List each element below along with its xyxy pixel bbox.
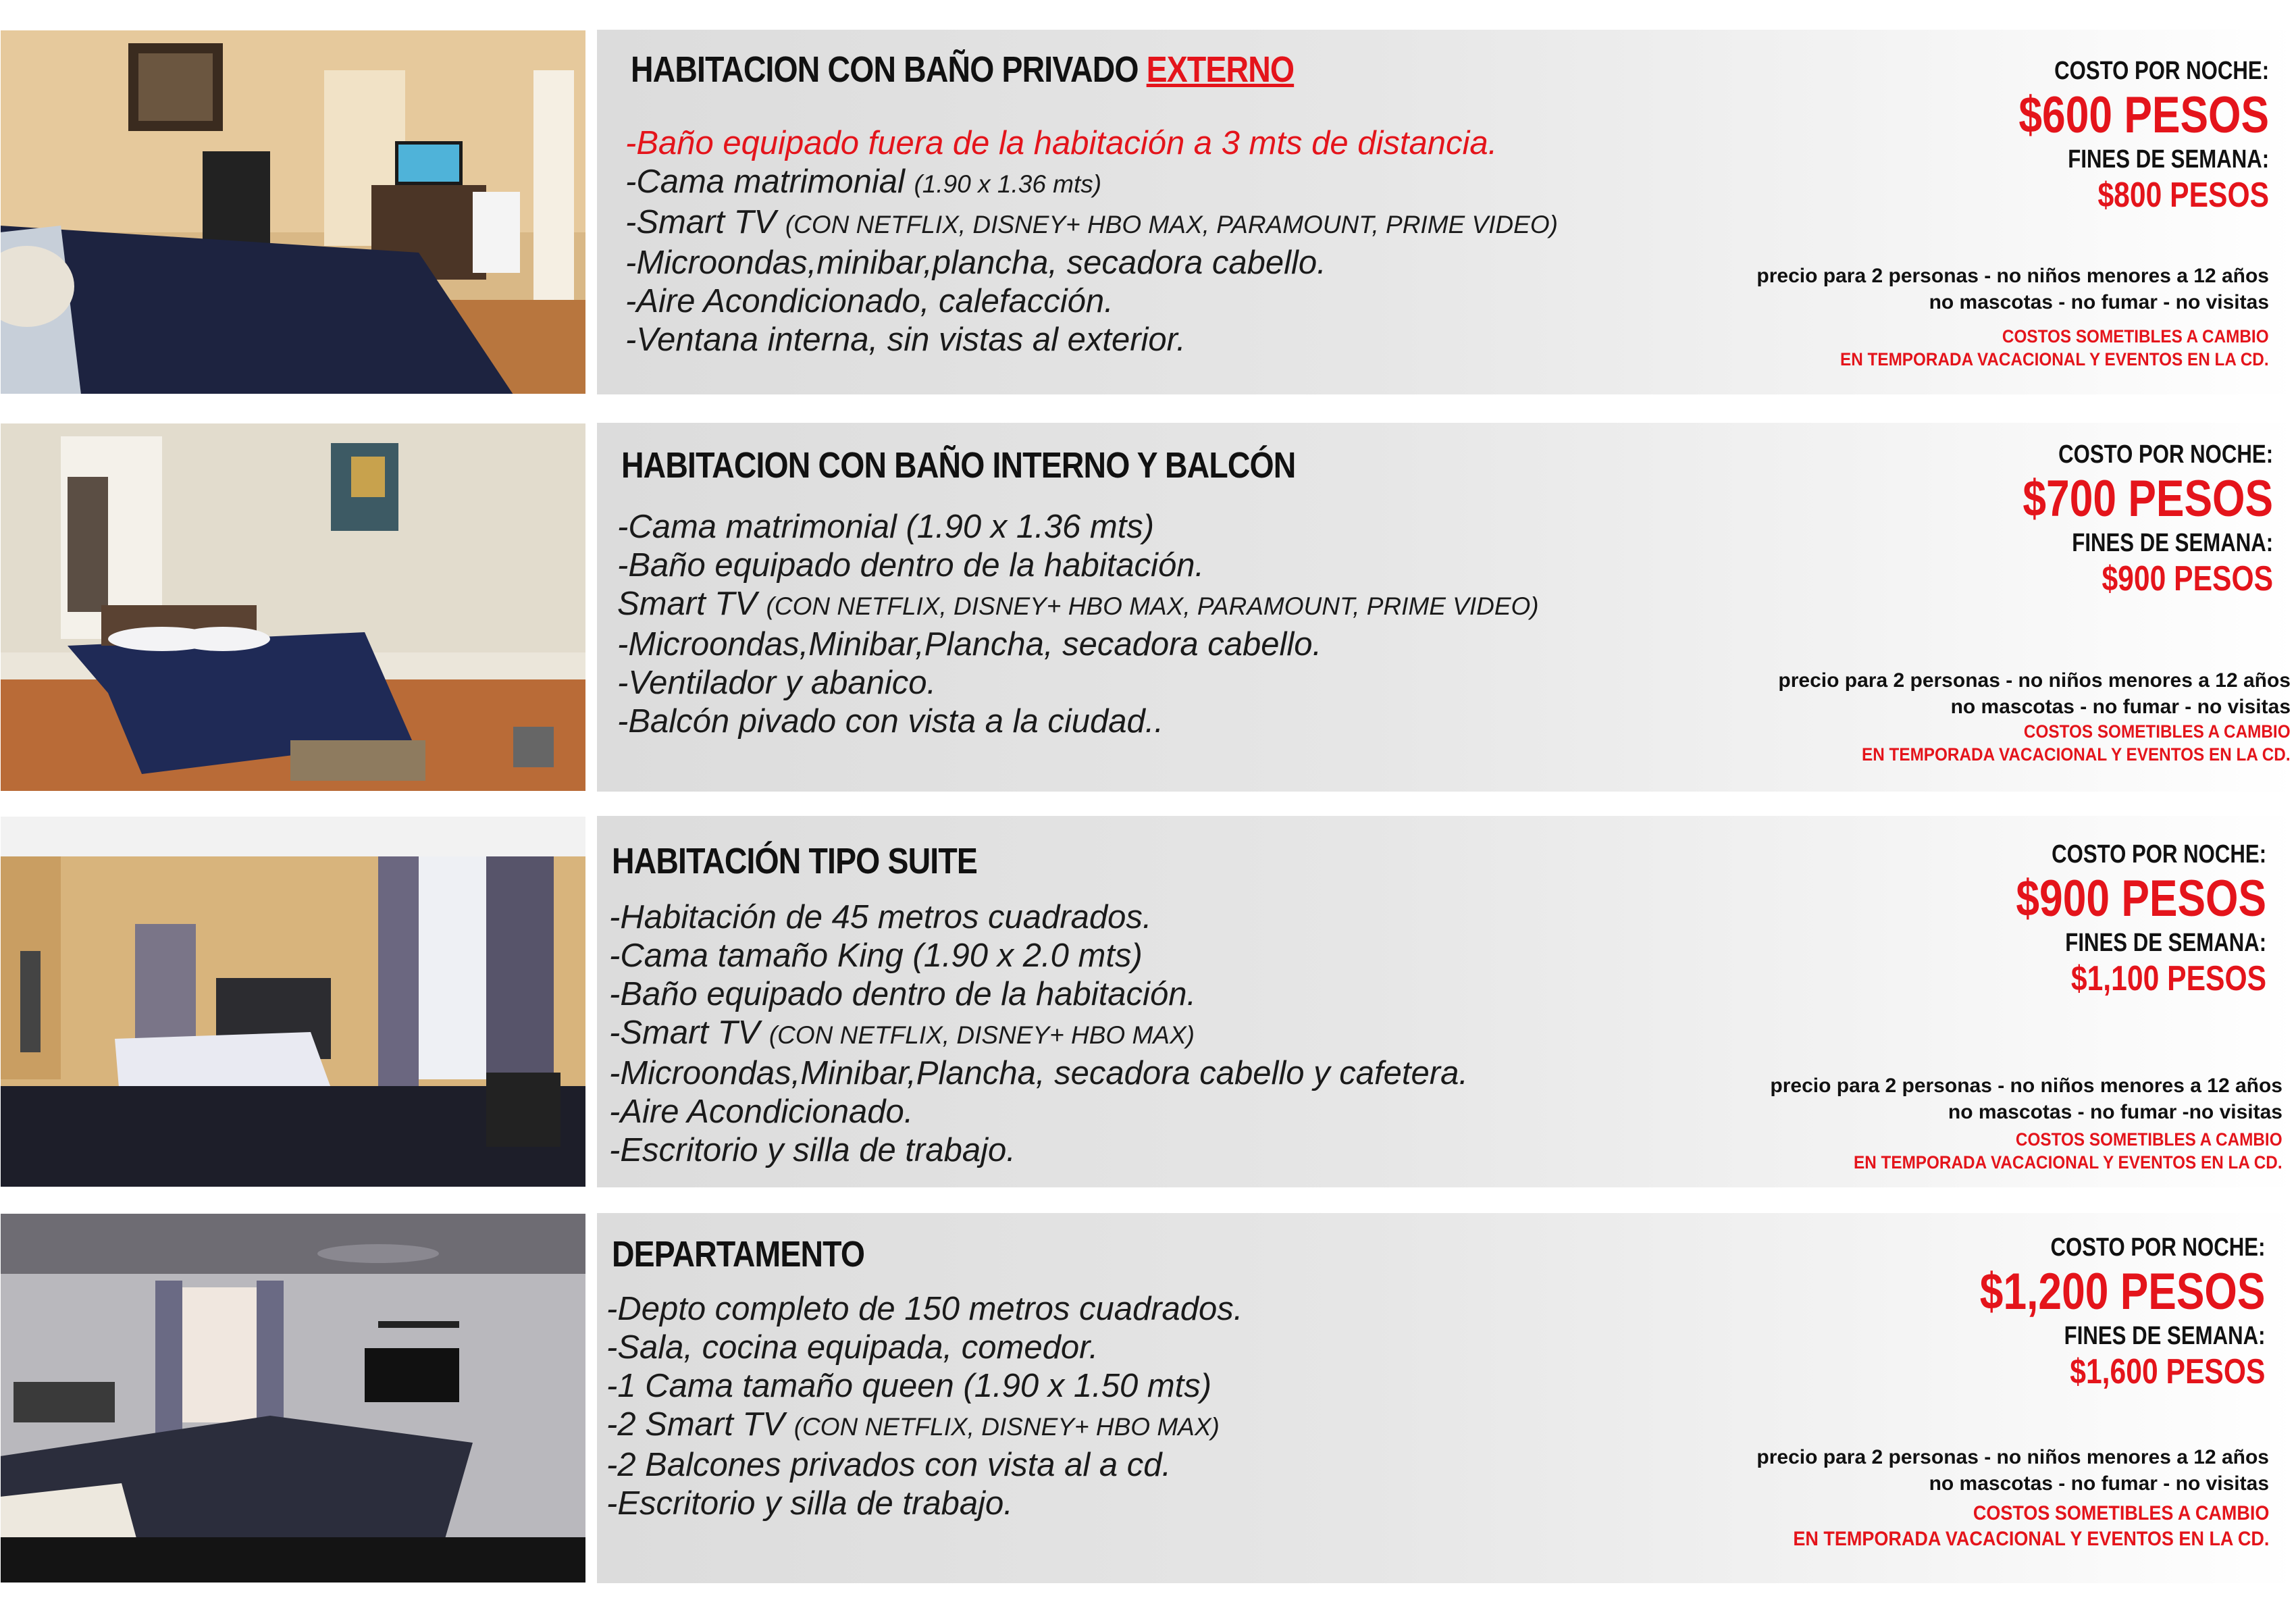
room-photo-departamento [0, 1213, 586, 1583]
weekend-label: FINES DE SEMANA: [2072, 529, 2273, 557]
price-night: $1,200 PESOS [1979, 1263, 2265, 1320]
feature-list [606, 1290, 1243, 1523]
feature-item: -Cama matrimonial (1.90 x 1.36 mts) [617, 509, 1155, 545]
room-card-departamento [0, 1213, 2296, 1583]
price-box [1961, 840, 2266, 1000]
feature-item: -Cama matrimonial (1.90 x 1.36 mts) [625, 163, 1102, 200]
feature-item: -Ventilador y abanico. [617, 665, 937, 701]
title-highlight: EXTERNO [1146, 49, 1295, 90]
price-note: EN TEMPORADA VACACIONAL Y EVENTOS EN LA CD. [1792, 1528, 2269, 1550]
price-note: EN TEMPORADA VACACIONAL Y EVENTOS EN LA CD. [1840, 349, 2269, 369]
room-info-panel [597, 1213, 2296, 1583]
price-box [1917, 1233, 2265, 1393]
feature-item: -Microondas,Minibar,Plancha, secadora cabello y cafetera. [609, 1055, 1468, 1091]
feature-item: -Balcón pivado con vista a la ciudad.. [617, 703, 1164, 740]
conditions-line: precio para 2 personas - no niños menores a 12 años [1770, 1075, 2282, 1097]
feature-list [609, 898, 1468, 1170]
feature-list [625, 124, 1558, 359]
room-info-panel [597, 423, 2296, 792]
conditions [1778, 667, 2291, 766]
feature-item: Smart TV (CON NETFLIX, DISNEY+ HBO MAX, PARAMOUNT, PRIME VIDEO) [617, 586, 1539, 622]
price-box [1968, 440, 2273, 600]
feature-item: -2 Balcones privados con vista al a cd. [606, 1447, 1172, 1483]
room-card-suite [0, 816, 2296, 1187]
feature-item: -1 Cama tamaño queen (1.90 x 1.50 mts) [606, 1368, 1212, 1404]
conditions [1740, 1444, 2269, 1552]
room-info-panel [597, 30, 2296, 394]
feature-item: -Depto completo de 150 metros cuadrados. [606, 1291, 1243, 1327]
feature-item: -Ventana interna, sin vistas al exterior. [625, 321, 1186, 358]
feature-item: -Microondas,minibar,plancha, secadora cabello. [625, 245, 1326, 281]
room-photo-externo [0, 30, 586, 394]
price-note: COSTOS SOMETIBLES A CAMBIO [2016, 1129, 2282, 1150]
weekend-label: FINES DE SEMANA: [2068, 145, 2269, 174]
price-weekend: $900 PESOS [2102, 559, 2273, 598]
conditions [1770, 1073, 2282, 1174]
feature-list [617, 508, 1539, 741]
feature-item: -Sala, cocina equipada, comedor. [606, 1329, 1099, 1366]
room-title: HABITACION CON BAÑO INTERNO Y BALCÓN [621, 445, 1296, 486]
feature-item: -Escritorio y silla de trabajo. [609, 1132, 1016, 1168]
room-title: HABITACIÓN TIPO SUITE [612, 841, 977, 881]
price-label: COSTO POR NOCHE: [2054, 57, 2269, 85]
price-night: $900 PESOS [2016, 870, 2266, 927]
room-title: HABITACION CON BAÑO PRIVADO EXTERNO [631, 49, 1295, 90]
price-night: $600 PESOS [2018, 86, 2269, 144]
room-card-externo [0, 30, 2296, 394]
price-weekend: $1,100 PESOS [2070, 959, 2266, 998]
room-photo-balcon [0, 423, 586, 792]
price-note: COSTOS SOMETIBLES A CAMBIO [2002, 326, 2269, 346]
conditions-line: precio para 2 personas - no niños menores a 12 años [1756, 1446, 2269, 1468]
price-note: EN TEMPORADA VACACIONAL Y EVENTOS EN LA CD. [1862, 744, 2291, 765]
conditions-line: no mascotas - no fumar - no visitas [1950, 696, 2291, 718]
conditions [1756, 263, 2269, 371]
conditions-line: precio para 2 personas - no niños menores a 12 años [1756, 265, 2269, 287]
feature-item: -Baño equipado dentro de la habitación. [609, 976, 1197, 1012]
feature-item: -Smart TV (CON NETFLIX, DISNEY+ HBO MAX) [609, 1014, 1195, 1051]
feature-item: -2 Smart TV (CON NETFLIX, DISNEY+ HBO MAX) [606, 1406, 1220, 1443]
feature-item: -Aire Acondicionado. [609, 1093, 914, 1130]
feature-item: -Habitación de 45 metros cuadrados. [609, 899, 1152, 935]
feature-item: -Cama tamaño King (1.90 x 2.0 mts) [609, 937, 1143, 974]
room-info-panel [597, 816, 2296, 1187]
feature-item: -Escritorio y silla de trabajo. [606, 1485, 1013, 1522]
price-weekend: $800 PESOS [2097, 176, 2269, 215]
room-card-balcon [0, 423, 2296, 792]
feature-item: -Microondas,Minibar,Plancha, secadora cabello. [617, 626, 1322, 663]
conditions-line: no mascotas - no fumar - no visitas [1929, 1472, 2269, 1495]
price-box [1964, 57, 2269, 216]
feature-item: -Aire Acondicionado, calefacción. [625, 283, 1114, 319]
price-note: EN TEMPORADA VACACIONAL Y EVENTOS EN LA CD. [1854, 1152, 2282, 1173]
price-night: $700 PESOS [2023, 470, 2273, 528]
weekend-label: FINES DE SEMANA: [2064, 1322, 2265, 1350]
price-note: COSTOS SOMETIBLES A CAMBIO [1973, 1502, 2269, 1524]
price-note: COSTOS SOMETIBLES A CAMBIO [2024, 721, 2291, 742]
conditions-line: no mascotas - no fumar -no visitas [1948, 1101, 2282, 1123]
price-weekend: $1,600 PESOS [2069, 1352, 2265, 1391]
conditions-line: no mascotas - no fumar - no visitas [1929, 291, 2269, 313]
feature-item: -Baño equipado fuera de la habitación a 3 mts de distancia. [625, 125, 1498, 161]
room-title: DEPARTAMENTO [612, 1234, 865, 1275]
weekend-label: FINES DE SEMANA: [2065, 929, 2266, 957]
feature-item: -Baño equipado dentro de la habitación. [617, 547, 1205, 584]
price-label: COSTO POR NOCHE: [2058, 440, 2273, 469]
room-photo-suite [0, 816, 586, 1187]
conditions-line: precio para 2 personas - no niños menores a 12 años [1778, 669, 2291, 692]
price-label: COSTO POR NOCHE: [2052, 840, 2266, 869]
price-label: COSTO POR NOCHE: [2050, 1233, 2265, 1262]
feature-item: -Smart TV (CON NETFLIX, DISNEY+ HBO MAX, PARAMOUNT, PRIME VIDEO) [625, 204, 1558, 240]
